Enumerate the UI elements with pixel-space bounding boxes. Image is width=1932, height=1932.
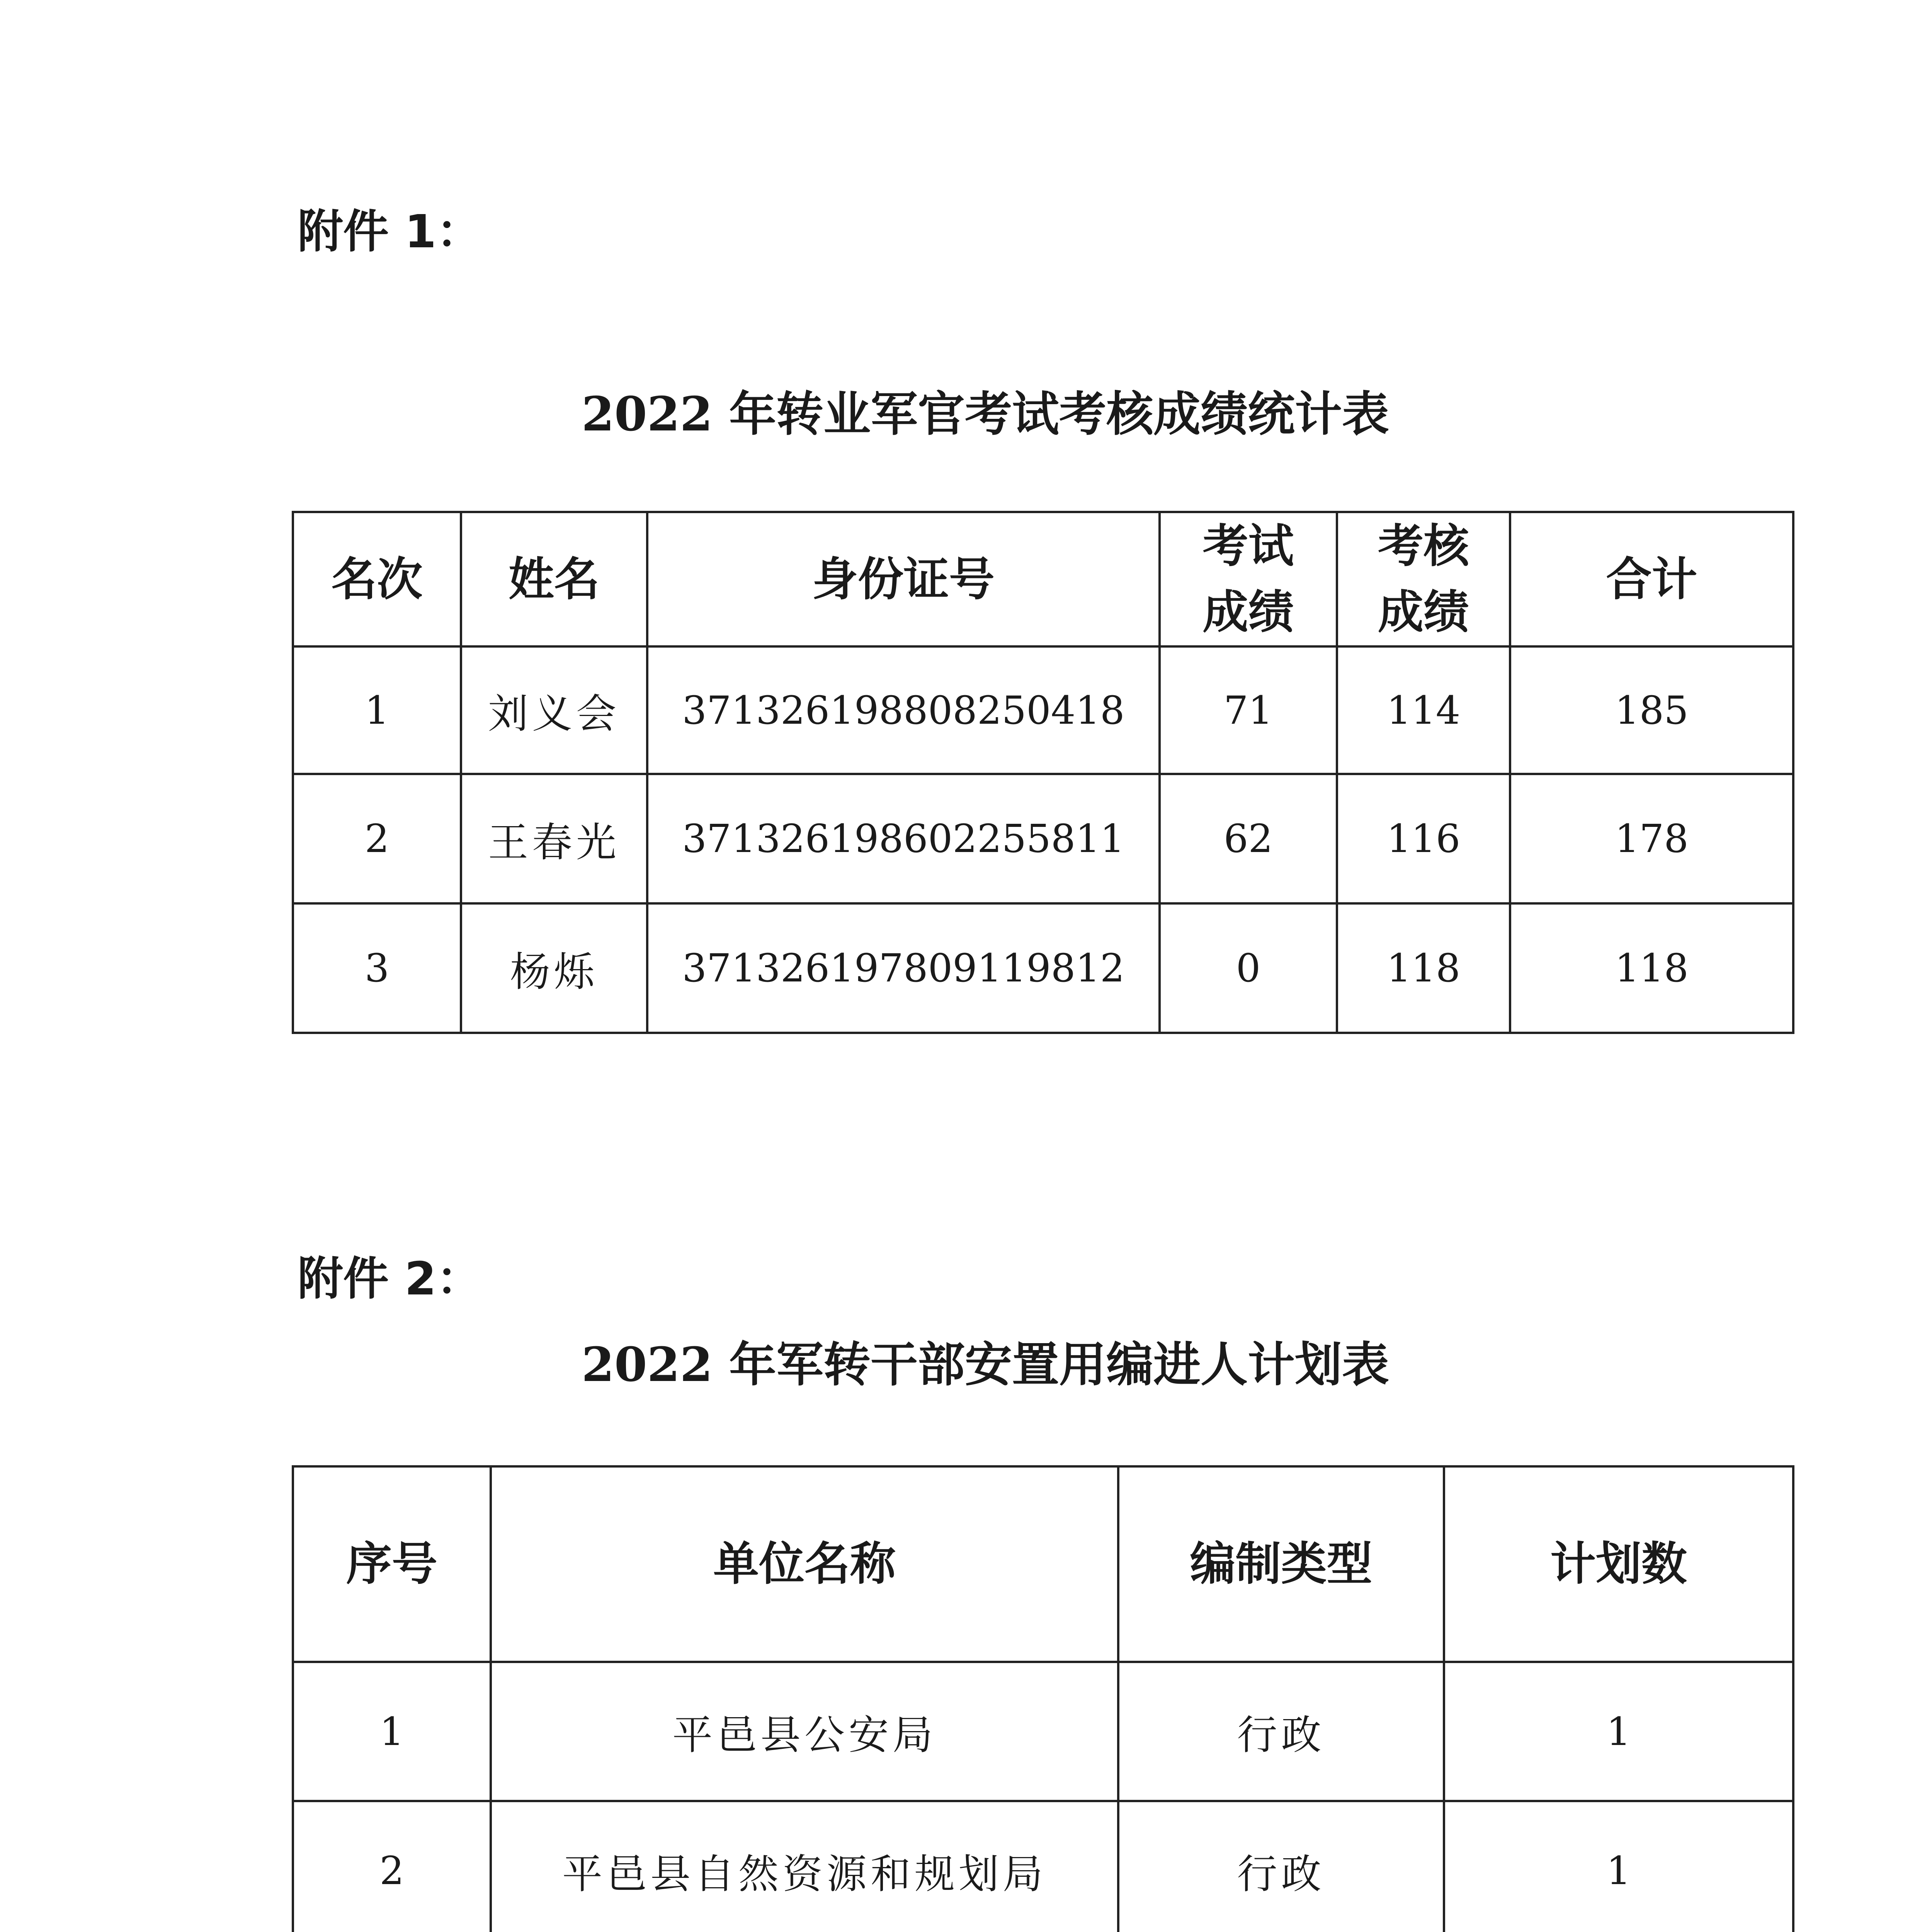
header-serial: 序号: [293, 1466, 491, 1662]
exam-score-cell: 71: [1160, 646, 1337, 774]
staffing-type-cell: 行政: [1118, 1801, 1444, 1932]
plan-count-cell: 1: [1444, 1662, 1793, 1801]
table-row: [293, 903, 1793, 1033]
unit-name-cell: 平邑县自然资源和规划局: [491, 1801, 1118, 1932]
assessment-score-cell: 114: [1337, 646, 1510, 774]
plan-table: [292, 1465, 1794, 1932]
total-cell: 178: [1510, 774, 1793, 903]
plan-count-cell: 1: [1444, 1801, 1793, 1932]
name-cell: 杨烁: [461, 903, 647, 1033]
id-number-cell: 371326197809119812: [647, 903, 1160, 1033]
table-row: [293, 774, 1793, 903]
header-id-number: 身份证号: [647, 512, 1160, 646]
rank-cell: 3: [293, 903, 461, 1033]
assessment-score-cell: 118: [1337, 903, 1510, 1033]
score-table: [292, 511, 1794, 1034]
rank-cell: 1: [293, 646, 461, 774]
total-cell: 185: [1510, 646, 1793, 774]
header-staffing-type: 编制类型: [1118, 1466, 1444, 1662]
staffing-type-cell: 行政: [1118, 1662, 1444, 1801]
header-exam-score: 考试 成绩: [1160, 512, 1337, 646]
attachment-1-label: 附件 1：: [298, 205, 482, 258]
id-number-cell: 371326198808250418: [647, 646, 1160, 774]
header-rank: 名次: [293, 512, 461, 646]
rank-cell: 2: [293, 774, 461, 903]
plan-table-title: 2022 年军转干部安置用编进人计划表: [581, 1337, 1389, 1392]
header-plan-count: 计划数: [1444, 1466, 1793, 1662]
score-table-title: 2022 年转业军官考试考核成绩统计表: [581, 386, 1389, 442]
assessment-score-cell: 116: [1337, 774, 1510, 903]
attachment-2-label: 附件 2：: [298, 1252, 482, 1305]
plan-table-header-row: [293, 1466, 1793, 1662]
table-row: [293, 1801, 1793, 1932]
header-assessment-score: 考核 成绩: [1337, 512, 1510, 646]
unit-name-cell: 平邑县公安局: [491, 1662, 1118, 1801]
table-row: [293, 646, 1793, 774]
header-unit-name: 单位名称: [491, 1466, 1118, 1662]
serial-cell: 1: [293, 1662, 491, 1801]
exam-score-cell: 62: [1160, 774, 1337, 903]
score-table-header-row: [293, 512, 1793, 646]
id-number-cell: 371326198602255811: [647, 774, 1160, 903]
header-name: 姓名: [461, 512, 647, 646]
exam-score-cell: 0: [1160, 903, 1337, 1033]
name-cell: 刘义会: [461, 646, 647, 774]
name-cell: 王春光: [461, 774, 647, 903]
table-row: [293, 1662, 1793, 1801]
header-total: 合计: [1510, 512, 1793, 646]
serial-cell: 2: [293, 1801, 491, 1932]
total-cell: 118: [1510, 903, 1793, 1033]
